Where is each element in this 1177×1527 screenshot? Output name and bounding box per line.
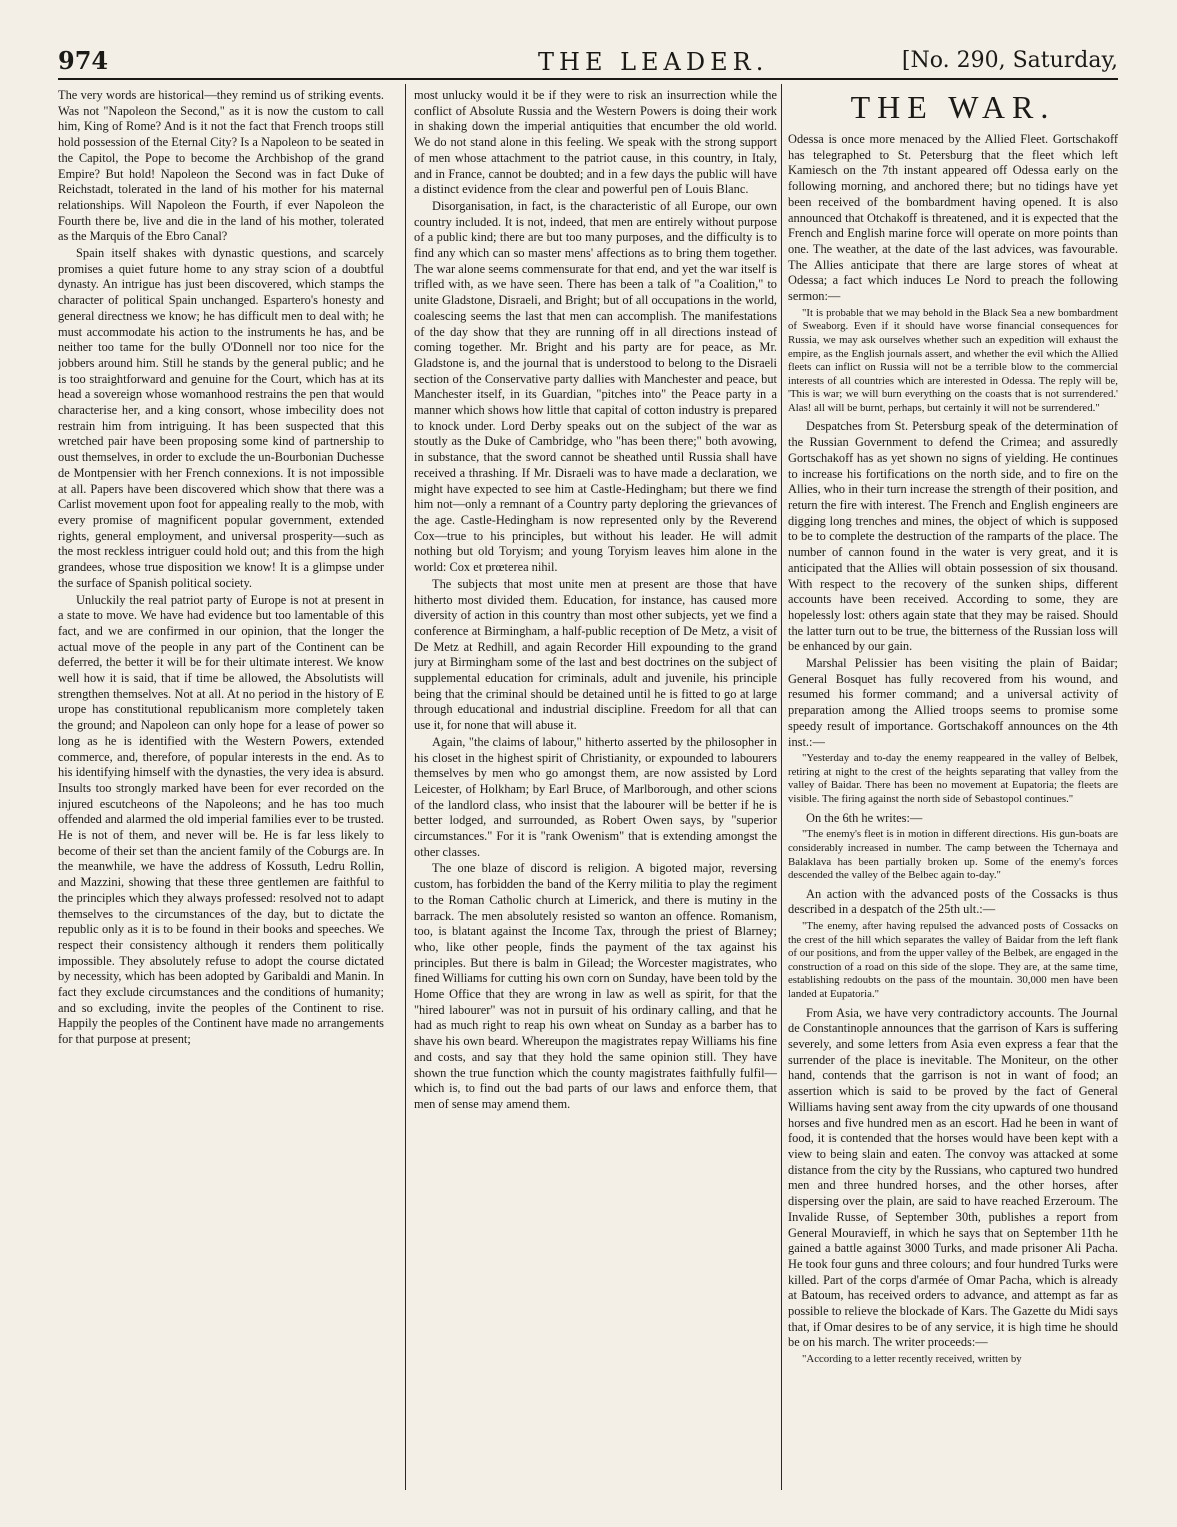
newspaper-title: THE LEADER. [538,48,769,76]
paragraph: Disorganisation, in fact, is the characteristic of all Europe, our own country included. It is not, indeed, that men are entirely without purpose of a public kind; there are but too many purposes, and the difficulty is to find any which can so master mens' affections as to bring them together. The war alone seems commensurate for that end, and yet the war itself is trifled with, as we have seen. There has been a talk of "a Coalition," to unite Gladstone, Disraeli, and Bright; but of all occupations in the world, coalescing seems the last that men can accomplish. The manifestations of the day show that they are running off in all directions instead of coming together. Mr. Bright and his party are for peace, as Mr. Gladstone is, and the journal that is understood to belong to the Disraeli section of the Conservative party dallies with Manchester and peace, but Manchester itself, in its Guardian, "pitches into" the Peace party in a manner which shows how little that capital of cotton industry is prepared to knock under. Lord Derby speaks out on the subject of the war as stoutly as the Duke of Cambridge, who "has been there;" both avowing, in substance, that the sword cannot be sheathed until Russia shall have received a thrashing. If Mr. Disraeli was to have made a declaration, we might have expected to see him at Castle-Hedingham; but there we find him not—only a remnant of a Country party deploring the grievances of the age. Castle-Hedingham is now represented only by the Reverend Cox—true to his principles, but without his leader. He will admit nothing but old Toryism; and young Toryism leaves him alone in the world: Cox et prœterea nihil. [414,198,777,575]
paragraph: The very words are historical—they remind us of striking events. Was not "Napoleon the Second," as it is now the custom to call him, King of Rome? And is it not the fact that French troops still hold possession of the Eternal City? Is a Napoleon to be seated in the Capitol, the Pope to become the Archbishop of the grand Empire? But hold! Napoleon the Second was in fact Duke of Reichstadt, tolerated in the land of his mother for his maternal relationships. Will Napoleon the Fourth, if ever Napoleon the Fourth there be, live and die in the land of his mother, tolerated as the Marquis of the Ebro Canal? [58,88,384,244]
page-number: 974 [58,46,109,75]
header-rule [58,78,1118,80]
paragraph: Again, "the claims of labour," hitherto asserted by the philosopher in his closet in the highest spirit of Christianity, or expounded to labourers themselves by men who go amongst them, are now assisted by Lord Leicester, of Holkham; by Earl Bruce, of Marlborough, and other scions of the landlord class, who insist that the labourer will be better if he is better lodged, and surrounded, as Robert Owen says, by "superior circumstances." For it is "rank Owenism" that is extending amongst the other classes. [414,734,777,859]
paragraph: most unlucky would it be if they were to risk an insurrection while the conflict of Absolute Russia and the Western Powers is doing their work in shaking down the imperial antiquities that encumber the old world. We do not stand alone in this feeling. We speak with the strong support of men whose attachment to the patriot cause, in this country, in Italy, and in France, cannot be doubted; and in a few days the public will have a distinct evidence from the clear and powerful pen of Louis Blanc. [414,88,777,197]
column-2 [414,88,777,1488]
column-divider [405,84,406,1490]
paragraph: An action with the advanced posts of the Cossacks is thus described in a despatch of the 25th ult.:— [788,886,1118,917]
paragraph: Marshal Pelissier has been visiting the plain of Baidar; General Bosquet has fully recovered from his wound, and resumed his former command; and a universal activity of preparation among the Allied troops seems to promise some speedy result of importance. Gortschakoff announces on the 4th inst.:— [788,656,1118,749]
paragraph: Spain itself shakes with dynastic questions, and scarcely promises a quiet future home to any stray scion of a doubtful dynasty. An intrigue has just been discovered, which stamps the character of political Spain unchanged. Espartero's honesty and general directness we know; he has difficult men to deal with; he must accommodate his action to the instruments he has, and be neither too tame for the bully O'Donnell nor too nice for the jobbers around him. Still he stands by the general public; and he is too straightforward and genuine for the Court, which has at its head a sovereign whose womanhood restrains the pen that would characterise her, and a king consort, whose imbecility does not restrain him from intriguing. It has been suspected that this wretched pair have been proposing some kind of partnership to oust themselves, in order to exclude the un-Bourbonian Duchesse de Montpensier with her French connexions. It is not impossible at all. Papers have been discovered which show that there was a Carlist movement upon foot for appealing really to the mob, with every promise of magnificent popular government, extended rights, general employment, and universal prosperity—such as the most reckless intriguer could hold out; and this from the high grandees, whose true disposition we know! It is a glimpse under the surface of Spanish political society. [58,246,384,590]
paragraph: From Asia, we have very contradictory accounts. The Journal de Constantinople announces that the garrison of Kars is suffering severely, and some letters from Asia even express a fear that the surrender of the place is inevitable. The Moniteur, on the other hand, contends that the garrison is not in want of food; an assertion which is said to be proved by the fact of General Williams having sent away from the city upwards of one thousand horses and five hundred men as an escort. Had he been in want of food, it is contended that the horses would have been kept with a view to being slain and eaten. The convoy was attacked at some distance from the city by the Russians, who captured two hundred men and three hundred horses, and the other horses, after dispersing over the plain, are said to have reached Erzeroum. The Invalide Russe, of September 30th, publishes a report from General Mouravieff, in which he says that on September 11th he gained a battle against 3000 Turks, and made prisoner Ali Pacha. He took four guns and three colours; and four hundred Turks were killed. Part of the corps d'armée of Omar Pacha, which is already at Batoum, has received orders to advance, and attempt as far as possible to relieve the blockade of Kars. The Gazette du Midi says that, if Omar desires to be of any service, it is high time he should be on his march. The writer proceeds:— [788,1005,1118,1350]
paragraph: On the 6th he writes:— [806,810,923,825]
page-header [58,40,1118,76]
paragraph: Unluckily the real patriot party of Europe is not at present in a state to move. We have had evidence but too lamentable of this fact, and we are confirmed in our opinion, that the longer the actual move of the people in any part of the Continent can be deferred, the better it will be for their ultimate interest. We know well how it is said, that if time be allowed, the Absolutists will strengthen themselves. Not at all. At no period in the history of E urope has constitutional republicanism more completely taken the ground; and Napoleon can only hope for a lease of power so long as he is identified with the Western Powers, extended commerce, and, therefore, of popular interests in the end. As to his identifying himself with the dynasties, the very idea is absurd. Insults too strongly marked have been for ever recorded on the injured escutcheons of the Napoleons; and he has too much offended and alarmed the old imperial families ever to be trusted. He is not of them, and never will be. He is far less likely to become of their set than the ancient family of the Coburgs are. In the meanwhile, we have the address of Kossuth, Ledru Rollin, and Mazzini, showing that these three gentlemen are faithful to the principles which they always professed: resolved not to adapt themselves to the circumstances of the day, but to dictate the republic only as it is to be found in their books and speeches. We respect their consistency although it renders them politically impossible. They absolutely refuse to adopt the course dictated by necessity, which has been adopted by Garibaldi and Manin. In fact they exclude circumstances and the conditions of humanity; and so excluding, invite the peoples of the Continent to rise. Happily the peoples of the Continent have made no arrangements for that purpose at present; [58,592,384,1047]
column-3 [788,88,1118,1488]
quoted-passage: "The enemy's fleet is in motion in different directions. His gun-boats are considerably increased in number. The camp between the Tchernaya and Balaklava has been partially broken up. Some of the enemy's forces descended the valley of the Belbec again to-day." [788,828,1118,882]
column-divider [781,84,782,1490]
paragraph: Odessa is once more menaced by the Allied Fleet. Gortschakoff has telegraphed to St. Petersburg that the fleet which left Kamiesch on the 7th instant appeared off Odessa early on the following morning, and anchored there; but no tidings have yet been received of the bombardment having opened. It is also announced that Otchakoff is threatened, and it is expected that the French and English marine force will operate on more points than one. The weather, at the date of the last advices, was favourable. The Allies anticipate that there are large stores of wheat at Odessa; a fact which induces Le Nord to preach the following sermon:— [788,132,1118,304]
paragraph: The subjects that most unite men at present are those that have hitherto most divided them. Education, for instance, has caused more diversity of action in this country than most other subjects, yet we find a conference at Birmingham, a half-public reception of De Metz, a visit of De Metz at Redhill, and again Recorder Hill expounding to the grand jury at Birmingham some of the last and best doctrines on the subject of supplemental education for criminals, adult and juvenile, his principle being that the criminal should be detained until he is fitted to go at large through educational and industrial discipline. Freedom for all that can use it, for none that will abuse it. [414,576,777,733]
column-1 [58,88,384,1488]
paragraph: The one blaze of discord is religion. A bigoted major, reversing custom, has forbidden the band of the Kerry militia to play the regiment to the Roman Catholic church at Limerick, and there is mutiny in the barrack. The men absolutely resisted so wanton an offence. Romanism, too, is blatant against the Income Tax, through the priest of Blarney; who, like other people, finds the payment of the tax against his principles. But there is balm in Gilead; the Worcester magistrates, who fined Williams for cutting his own corn on Sunday, have been told by the Home Office that they are wrong in law as well as spirit, for that the "hired labourer" was not in pursuit of his ordinary calling, and that he had as much right to reap his own wheat on Sunday as a barber has to shave his own beard. Whereupon the magistrates repay Williams his fine and costs, and say that they hold the same opinion still. They have shown the true function which the county magistrates faithfully fulfil—which is, to find out the bad parts of our laws and enforce them, that men of sense may amend them. [414,861,777,1111]
paragraph: Despatches from St. Petersburg speak of the determination of the Russian Government to defend the Crimea; and assuredly Gortschakoff has as yet shown no signs of yielding. He continues to increase his fortifications on the north side, and to fire on the Allies, who in their turn increase the strength of their position, and return the fire with interest. The French and English engineers are digging long trenches and mines, the object of which is supposed to be to complete the destruction of the ramparts of the place. The number of cannon found in the water is very great, and it is anticipated that the Allies will obtain possession of six thousand. With respect to the recovery of the sunken ships, different accounts have been received. According to some, they are hopelessly lost: others again state that they may be raised. Should the latter turn out to be true, the bitterness of the Russian loss will be enhanced by our gain. [788,419,1118,654]
quoted-passage: "It is probable that we may behold in the Black Sea a new bombardment of Sweaborg. Even if it should have worse financial consequences for Russia, we may ask ourselves whether such an expedition will exhaust the empire, as the English journals assert, and whether the evil which the Allied fleets can inflict on Russia will not be a terrible blow to the commercial interests of all countries which are interested in Odessa. The reply will be, 'This is war; we will burn everything on the coasts that is not surrendered.' Alas! all will be burnt, perhaps, but certainly it will not be surrendered." [788,306,1118,414]
issue-info: [No. 290, Saturday, [901,48,1118,73]
quoted-passage: "According to a letter recently received, written by [802,1353,1022,1366]
quoted-passage: "The enemy, after having repulsed the advanced posts of Cossacks on the crest of the hill which separates the valley of Baidar from the left flank of our positions, and from the upper valley of the Belbek, are engaged in the construction of a road on this side of the slope. They are, at the same time, establishing redoubts on the pass of the mountain. 30,000 men have been landed at Eupatoria." [788,920,1118,1001]
section-heading-the-war: THE WAR. [850,89,1056,125]
quoted-passage: "Yesterday and to-day the enemy reappeared in the valley of Belbek, retiring at night to the crest of the heights separating that valley from the valley of Baidar. There has been no movement at Eupatoria; the fleets are visible. The firing against the north side of Sebastopol continues." [788,752,1118,806]
